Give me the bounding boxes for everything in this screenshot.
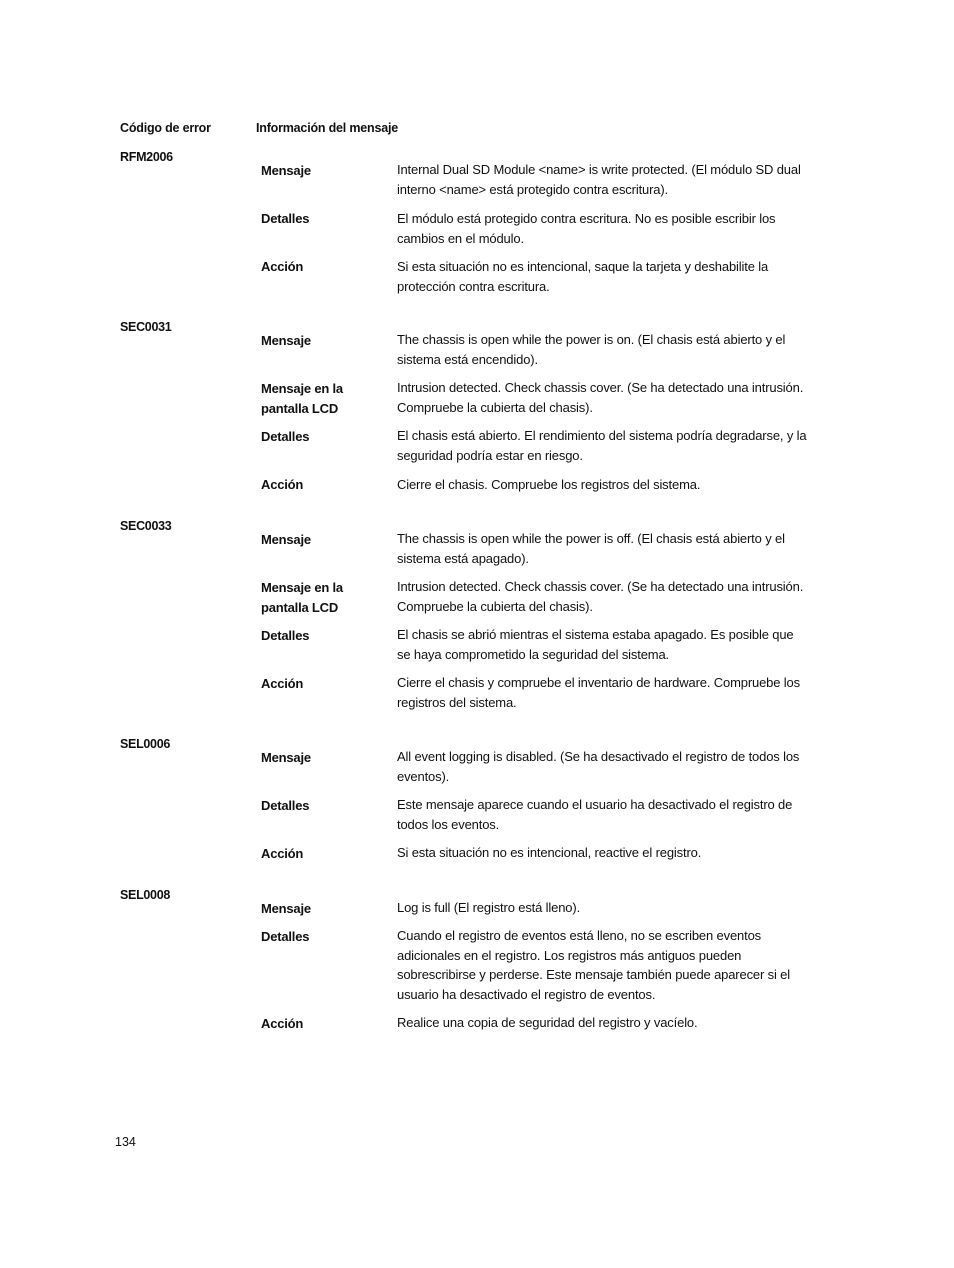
row-text: El chasis está abierto. El rendimiento del sistema podría degradarse, y la seguridad podría estar en riesgo. <box>397 428 807 463</box>
row-text: Intrusion detected. Check chassis cover. (Se ha detectado una intrusión. Compruebe la cubierta del chasis). <box>397 380 804 415</box>
column-header-error-code: Código de error <box>120 121 211 135</box>
row-text: Log is full (El registro está lleno). <box>397 900 581 915</box>
error-code: SEL0006 <box>120 737 171 751</box>
row-label: Acción <box>261 676 304 691</box>
row-label: Detalles <box>261 628 310 643</box>
page-number: 134 <box>115 1135 136 1149</box>
row-label: Detalles <box>261 929 310 944</box>
row-label: Acción <box>261 477 304 492</box>
row-text: Intrusion detected. Check chassis cover. (Se ha detectado una intrusión. Compruebe la cubierta del chasis). <box>397 579 804 614</box>
row-label: Acción <box>261 1016 304 1031</box>
row-label: Detalles <box>261 429 310 444</box>
row-text: Cierre el chasis. Compruebe los registros del sistema. <box>397 477 701 492</box>
row-label: Acción <box>261 259 304 274</box>
row-text: Cuando el registro de eventos está lleno, no se escriben eventos adicionales en el registro. Los registros más antiguos pueden sobrescribirse y perderse. Este mensaje también puede aparecer si el usuario ha desactivado el registro de eventos. <box>397 928 791 1002</box>
row-text: Si esta situación no es intencional, saque la tarjeta y deshabilite la protección contra escritura. <box>397 259 769 294</box>
row-label: Mensaje en la pantalla LCD <box>261 381 343 416</box>
row-label: Detalles <box>261 798 310 813</box>
row-text: The chassis is open while the power is on. (El chasis está abierto y el sistema está encendido). <box>397 332 786 367</box>
column-header-message-info: Información del mensaje <box>256 121 398 135</box>
row-text: Cierre el chasis y compruebe el inventario de hardware. Compruebe los registros del sistema. <box>397 675 800 710</box>
row-text: All event logging is disabled. (Se ha desactivado el registro de todos los eventos). <box>397 749 800 784</box>
row-label: Mensaje <box>261 901 311 916</box>
row-label: Mensaje <box>261 750 311 765</box>
error-code: RFM2006 <box>120 150 173 164</box>
error-code: SEC0031 <box>120 320 172 334</box>
row-text: Este mensaje aparece cuando el usuario ha desactivado el registro de todos los eventos. <box>397 797 793 832</box>
row-label: Mensaje en la pantalla LCD <box>261 580 343 615</box>
row-label: Mensaje <box>261 163 311 178</box>
row-text: El chasis se abrió mientras el sistema estaba apagado. Es posible que se haya comprometido la seguridad del sistema. <box>397 627 794 662</box>
row-label: Detalles <box>261 211 310 226</box>
error-code: SEL0008 <box>120 888 171 902</box>
row-text: The chassis is open while the power is off. (El chasis está abierto y el sistema está apagado). <box>397 531 785 566</box>
row-label: Acción <box>261 846 304 861</box>
row-text: Si esta situación no es intencional, reactive el registro. <box>397 845 702 860</box>
row-label: Mensaje <box>261 532 311 547</box>
row-text: Realice una copia de seguridad del registro y vacíelo. <box>397 1015 698 1030</box>
row-text: Internal Dual SD Module <name> is write protected. (El módulo SD dual interno <name> está protegido contra escritura). <box>397 162 801 197</box>
error-code: SEC0033 <box>120 519 172 533</box>
row-text: El módulo está protegido contra escritura. No es posible escribir los cambios en el módulo. <box>397 211 776 246</box>
row-label: Mensaje <box>261 333 311 348</box>
